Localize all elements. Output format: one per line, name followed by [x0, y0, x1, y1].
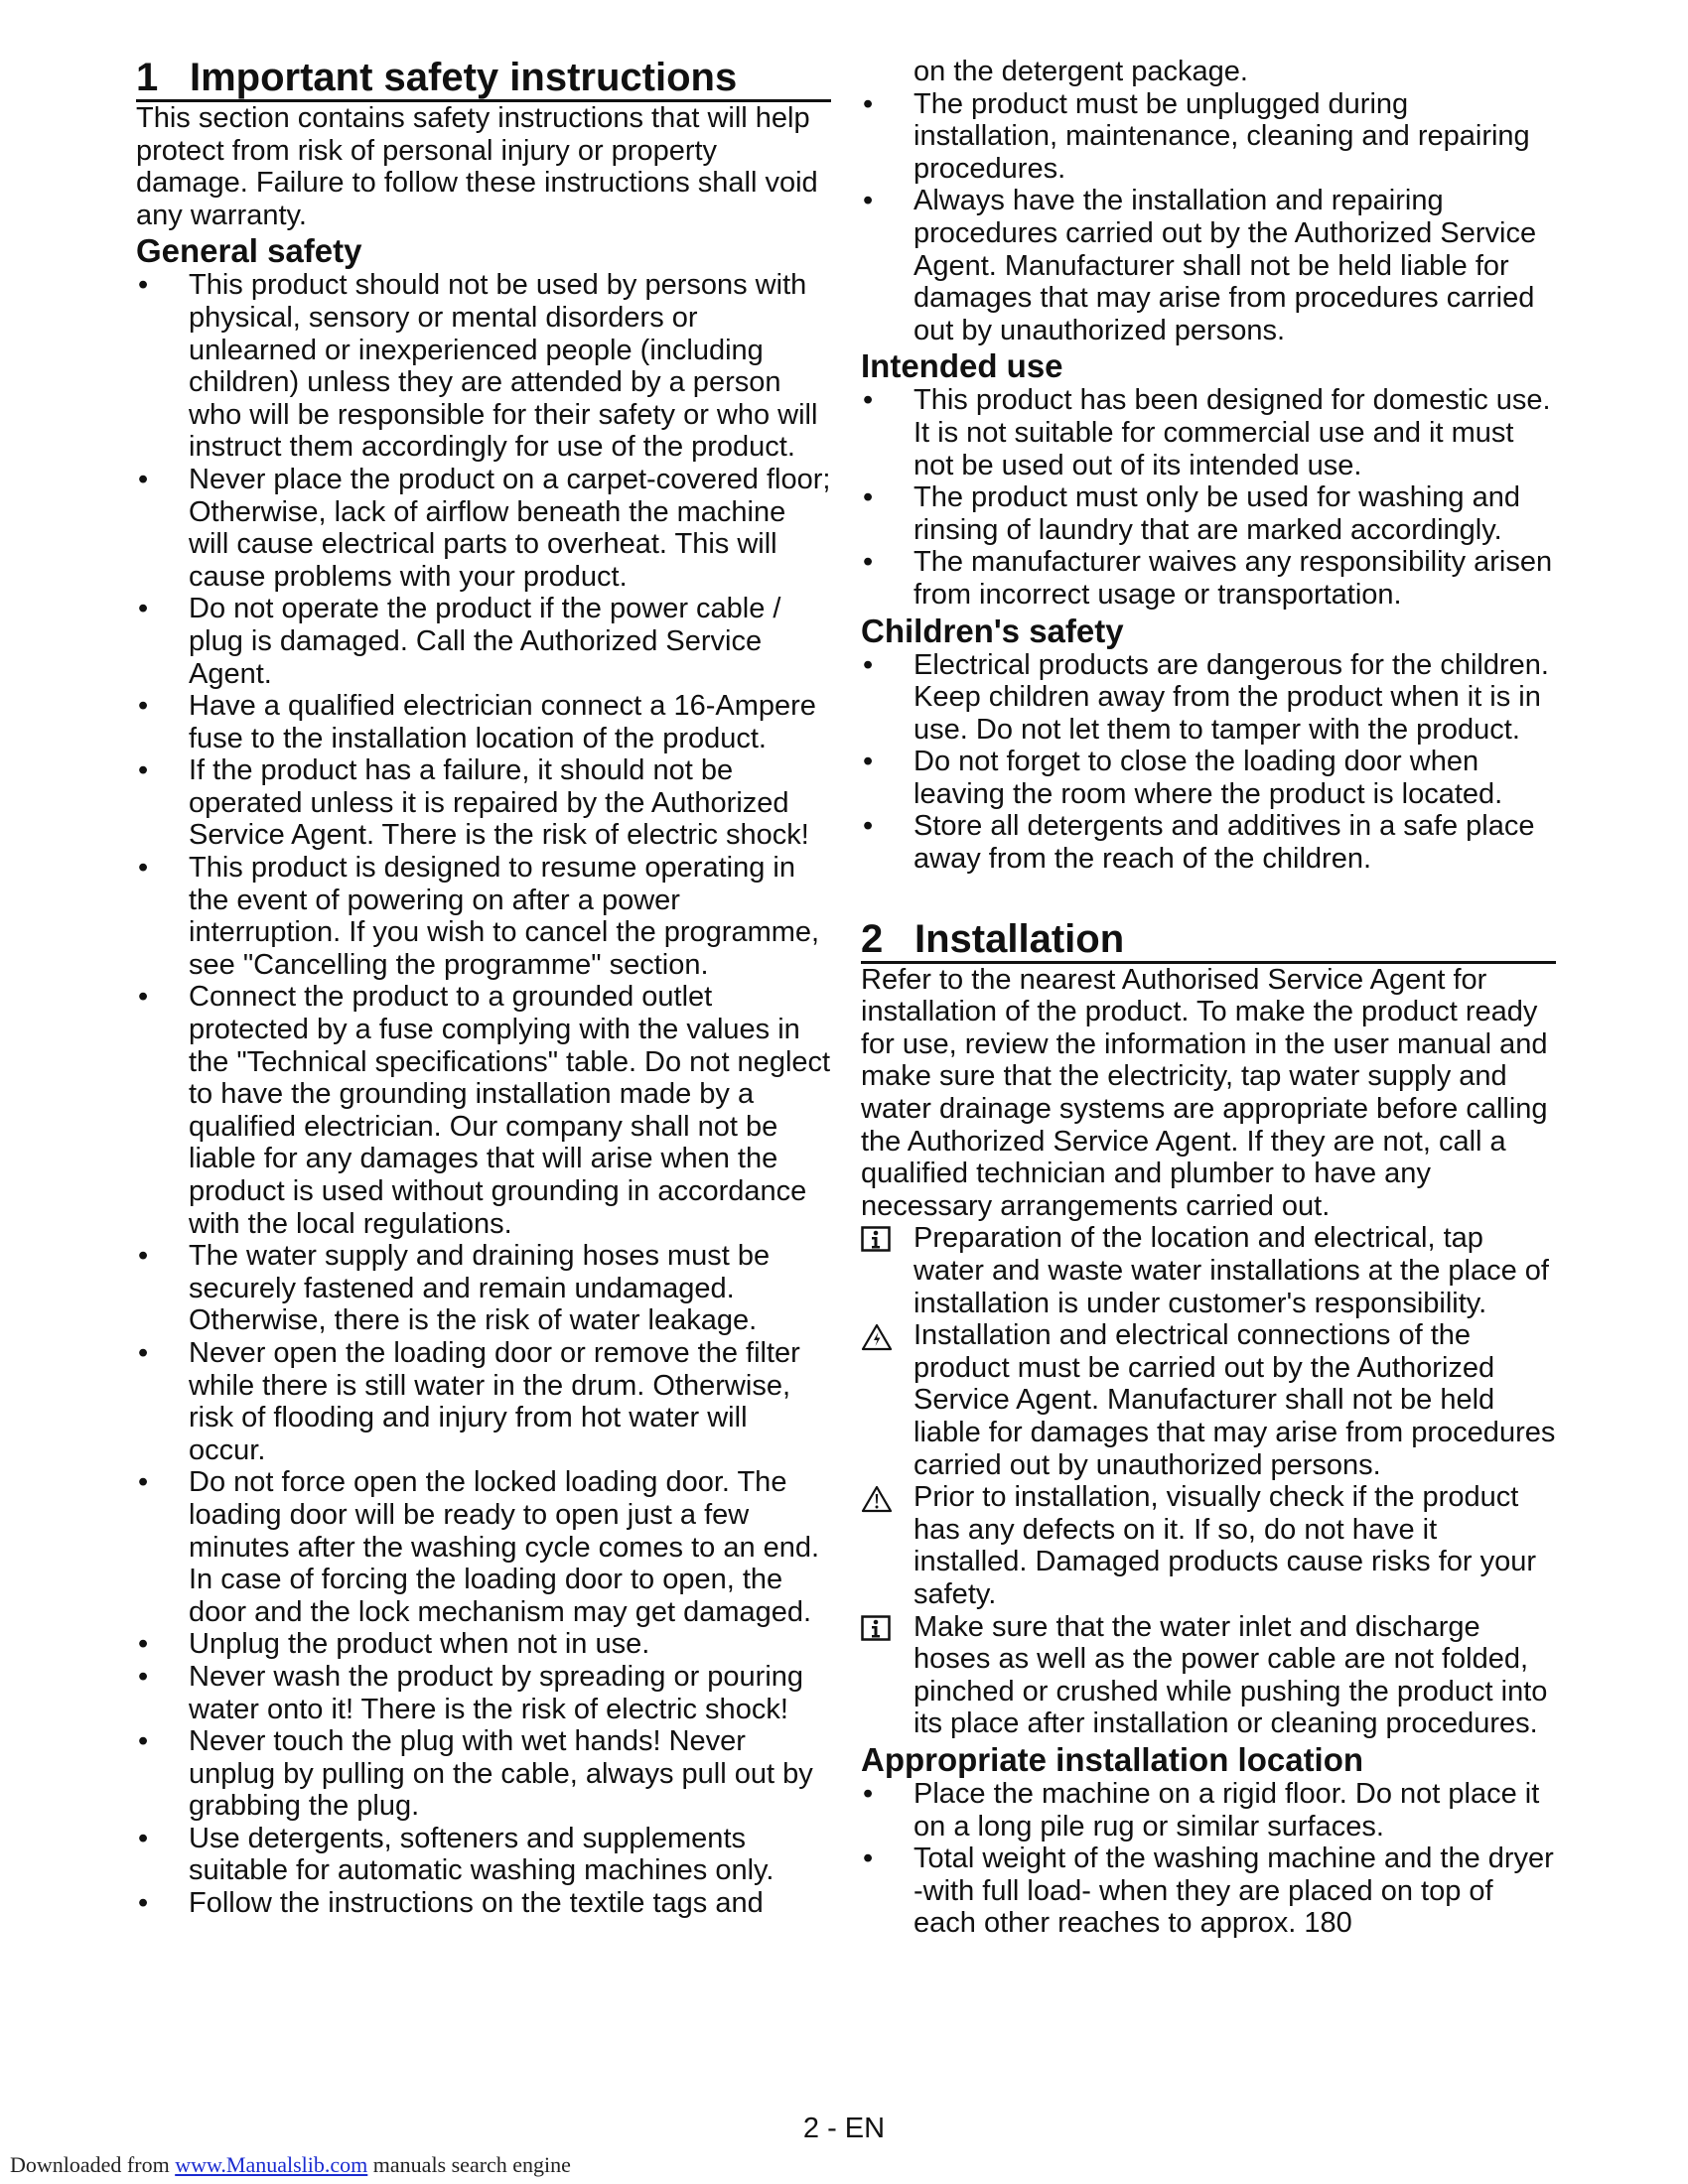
list-item-text: Use detergents, softeners and supplements suitable for automatic washing machines only. — [189, 1822, 774, 1887]
bullet-dot: • — [863, 746, 874, 778]
section-spacer — [861, 876, 1556, 917]
general-safety-list — [136, 269, 831, 1919]
installation-location-list — [861, 1778, 1556, 1940]
left-column — [136, 56, 831, 1920]
list-item — [136, 593, 831, 690]
bullet-dot: • — [863, 1777, 874, 1810]
list-item — [861, 481, 1556, 546]
note-item — [861, 1611, 1556, 1740]
bullet-dot: • — [863, 384, 874, 417]
section-1-number: 1 — [136, 56, 159, 99]
bullet-dot: • — [138, 1336, 149, 1369]
list-item — [136, 981, 831, 1240]
bullet-dot: • — [138, 1628, 149, 1661]
general-safety-heading: General safety — [136, 232, 362, 270]
note-text: Make sure that the water inlet and discharge hoses as well as the power cable are not folded, pinched or crushed while pushing the product into its place after installation or cleaning procedures. — [914, 1610, 1548, 1740]
bullet-dot: • — [863, 87, 874, 120]
list-item — [861, 185, 1556, 346]
bullet-dot: • — [138, 1725, 149, 1758]
list-item — [136, 1887, 831, 1920]
list-item-text: Place the machine on a rigid floor. Do not place it on a long pile rug or similar surfaces. — [914, 1777, 1540, 1843]
bullet-dot: • — [863, 546, 874, 579]
list-item — [136, 1628, 831, 1661]
bullet-dot: • — [138, 1466, 149, 1499]
download-footer — [10, 2152, 571, 2178]
note-text: Preparation of the location and electrical, tap water and waste water installations at the place of installation is under customer's responsibility. — [914, 1222, 1549, 1319]
section-2-title — [861, 917, 1556, 964]
list-item — [136, 1240, 831, 1337]
warning-icon — [861, 1323, 893, 1351]
section-1-intro: This section contains safety instructions that will help protect from risk of personal injury or property damage. Failure to follow these instructions shall void any warranty. — [136, 102, 818, 231]
installation-location-heading: Appropriate installation location — [861, 1740, 1364, 1778]
bullet-dot: • — [138, 1660, 149, 1693]
list-item — [861, 1843, 1556, 1940]
bullet-dot: • — [138, 690, 149, 723]
list-item — [861, 1778, 1556, 1843]
bullet-dot: • — [863, 810, 874, 843]
list-item-text: Total weight of the washing machine and the dryer -with full load- when they are placed on top of each other reaches to approx. 180 — [914, 1843, 1554, 1940]
bullet-dot: • — [138, 754, 149, 787]
bullet-dot: • — [138, 1240, 149, 1273]
bullet-dot: • — [138, 1822, 149, 1854]
section-2-number: 2 — [861, 916, 884, 961]
installation-notes — [861, 1222, 1556, 1740]
bullet-dot: • — [863, 1843, 874, 1875]
list-item-text: This product is designed to resume operating in the event of powering on after a power interruption. If you wish to cancel the programme, see "Cancelling the programme" section. — [189, 852, 820, 981]
manualslib-link[interactable]: www.Manualslib.com — [175, 2152, 368, 2177]
list-item — [136, 1337, 831, 1466]
page-number: 2 - EN — [802, 2113, 886, 2144]
warning-icon — [861, 1485, 893, 1513]
intended-use-list — [861, 384, 1556, 611]
footer-prefix: Downloaded from — [10, 2152, 176, 2177]
list-item-text: Do not operate the product if the power cable / plug is damaged. Call the Authorized Service Agent. — [189, 593, 781, 690]
continued-text: on the detergent package. — [914, 56, 1248, 87]
list-item-text: Do not force open the locked loading door. The loading door will be ready to open just a few minutes after the washing cycle comes to an end. In case of forcing the loading door to open, the door and the lock mechanism may get damaged. — [189, 1466, 820, 1628]
list-item — [136, 464, 831, 593]
bullet-dot: • — [138, 269, 149, 302]
list-item-text: Electrical products are dangerous for the children. Keep children away from the product when it is in use. Do not let them to tamper with the product. — [914, 648, 1549, 746]
list-item-text: Never touch the plug with wet hands! Never unplug by pulling on the cable, always pull out by grabbing the plug. — [189, 1725, 813, 1823]
info-icon — [861, 1226, 893, 1254]
bullet-dot: • — [863, 481, 874, 514]
list-item-text: This product has been designed for domestic use. It is not suitable for commercial use and it must not be used out of its intended use. — [914, 384, 1551, 481]
note-text: Installation and electrical connections of the product must be carried out by the Authorized Service Agent. Manufacturer shall not be held liable for damages that may arise from procedures carried out by unauthorized persons. — [914, 1319, 1556, 1481]
list-item — [136, 690, 831, 754]
intended-use-heading: Intended use — [861, 347, 1063, 385]
list-item-text: This product should not be used by persons with physical, sensory or mental disorders or unlearned or inexperienced people (including children) unless they are attended by a person who will be responsible for their safety or who will instruct them accordingly for use of the product. — [189, 269, 818, 464]
list-item — [136, 1725, 831, 1823]
section-1-title-text: Important safety instructions — [190, 56, 738, 99]
list-item-text: Connect the product to a grounded outlet protected by a fuse complying with the values in the "Technical specifications" table. Do not neglect to have the grounding installation made by a qualified electrician. Our company shall not be liable for any damages that will arise when the product is used without grounding in accordance with the local regulations. — [189, 981, 831, 1240]
list-item-text: Always have the installation and repairing procedures carried out by the Authorized Service Agent. Manufacturer shall not be held liable for damages that may arise from procedures carried out by unauthorized persons. — [914, 185, 1537, 346]
childrens-safety-heading: Children's safety — [861, 612, 1124, 649]
note-text: Prior to installation, visually check if the product has any defects on it. If so, do not have it installed. Damaged products cause risks for your safety. — [914, 1481, 1537, 1610]
list-item-text: Never place the product on a carpet-covered floor; Otherwise, lack of airflow beneath the machine will cause electrical parts to overheat. This will cause problems with your product. — [189, 463, 831, 593]
section-1-title — [136, 56, 831, 102]
list-item — [136, 754, 831, 852]
list-item-text: Never wash the product by spreading or pouring water onto it! There is the risk of electric shock! — [189, 1660, 804, 1725]
bullet-dot: • — [138, 463, 149, 495]
list-item — [136, 1661, 831, 1725]
list-item — [136, 269, 831, 464]
list-item — [136, 852, 831, 981]
childrens-safety-list — [861, 649, 1556, 876]
list-item-text: Store all detergents and additives in a safe place away from the reach of the children. — [914, 810, 1535, 876]
list-item — [861, 88, 1556, 186]
list-item — [136, 1466, 831, 1628]
note-item — [861, 1481, 1556, 1610]
bullet-dot: • — [138, 981, 149, 1014]
list-item — [136, 1823, 831, 1887]
right-column — [861, 56, 1556, 1940]
list-item-text: The product must be unplugged during installation, maintenance, cleaning and repairing procedures. — [914, 87, 1530, 185]
list-item — [861, 746, 1556, 810]
info-icon — [861, 1615, 893, 1643]
bullet-dot: • — [138, 1887, 149, 1920]
list-item-text: The water supply and draining hoses must be securely fastened and remain undamaged. Otherwise, there is the risk of water leakage. — [189, 1240, 771, 1337]
list-item-text: Follow the instructions on the textile tags and — [189, 1887, 764, 1920]
list-item-text: Never open the loading door or remove the filter while there is still water in the drum. Otherwise, risk of flooding and injury from hot water will occur. — [189, 1336, 800, 1466]
section-2-title-text: Installation — [914, 916, 1125, 961]
bullet-dot: • — [138, 593, 149, 625]
list-item — [861, 649, 1556, 747]
list-item-text: The product must only be used for washing and rinsing of laundry that are marked accordingly. — [914, 481, 1520, 546]
footer-suffix: manuals search engine — [367, 2152, 571, 2177]
list-item — [861, 546, 1556, 611]
general-safety-list-continued — [861, 88, 1556, 347]
list-item-text: Unplug the product when not in use. — [189, 1628, 650, 1661]
list-item-text: The manufacturer waives any responsibility arisen from incorrect usage or transportation. — [914, 546, 1553, 611]
list-item — [861, 384, 1556, 481]
list-item — [861, 810, 1556, 875]
list-item-text: Do not forget to close the loading door when leaving the room where the product is located. — [914, 746, 1503, 810]
section-2-intro: Refer to the nearest Authorised Service Agent for installation of the product. To make the product ready for use, review the information in the user manual and make sure that the electricity, tap water supply and water drainage systems are appropriate before calling the Authorized Service Agent. If they are not, call a qualified technician and plumber to have any necessary arrangements carried out. — [861, 963, 1548, 1222]
bullet-dot: • — [863, 648, 874, 681]
list-item-text: Have a qualified electrician connect a 16-Ampere fuse to the installation location of the product. — [189, 690, 816, 754]
note-item — [861, 1222, 1556, 1319]
bullet-dot: • — [138, 852, 149, 885]
list-item-text: If the product has a failure, it should not be operated unless it is repaired by the Authorized Service Agent. There is the risk of electric shock! — [189, 754, 809, 852]
note-item — [861, 1319, 1556, 1481]
bullet-dot: • — [863, 185, 874, 217]
